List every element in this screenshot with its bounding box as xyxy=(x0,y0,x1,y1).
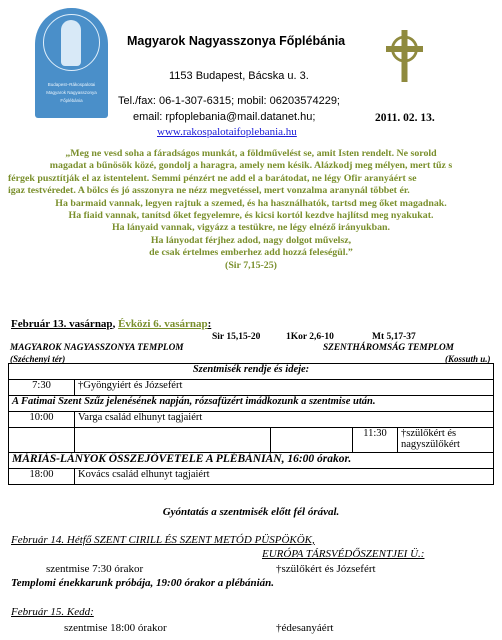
quote-line: Ha lányodat férjhez adod, nagy dolgot művelsz, xyxy=(150,234,352,246)
liturgical-day: Évközi 6. vasárnap xyxy=(118,318,208,330)
mass-time: 7:30 xyxy=(9,380,75,396)
empty-cell xyxy=(271,428,353,453)
mass-time: 10:00 xyxy=(9,412,75,428)
celtic-cross-icon xyxy=(382,30,427,82)
reading-2: 1Kor 2,6-10 xyxy=(286,332,334,342)
mass-intention: †szülőkért és nagyszülőkért xyxy=(398,428,494,453)
logo-text-line: Főplébánia xyxy=(60,98,83,103)
place-right: (Kossuth u.) xyxy=(445,354,491,364)
quote-line: férgek pusztítják el az istentelent. Semmi pénzért ne add el a barátodat, ne légy Ofir aranyáért se xyxy=(8,172,417,184)
table-row xyxy=(9,428,494,453)
feb15-intention: †édesanyáért xyxy=(276,622,334,634)
reading-1: Sir 15,15-20 xyxy=(212,332,261,342)
address: 1153 Budapest, Bácska u. 3. xyxy=(169,70,309,82)
quote-reference: (Sir 7,15-25) xyxy=(225,259,277,271)
parish-logo xyxy=(35,8,108,118)
mass-intention: †Gyöngyiért és Józsefért xyxy=(75,380,494,396)
parish-title: Magyarok Nagyasszonya Főplébánia xyxy=(127,34,346,48)
feb14-intention: †szülőkért és Józsefért xyxy=(276,563,376,575)
separator: , xyxy=(112,318,119,330)
mass-time: 11:30 xyxy=(353,428,398,453)
table-row xyxy=(9,453,494,469)
feb14-heading-2: EURÓPA TÁRSVÉDŐSZENTJEI Ü.: xyxy=(262,548,425,560)
table-row xyxy=(9,396,494,412)
empty-cell xyxy=(75,428,271,453)
quote-line: Ha lányaid vannak, vigyázz a testükre, ne légy elnéző irányukban. xyxy=(112,222,390,234)
feb15-heading: Február 15. Kedd: xyxy=(11,606,94,618)
logo-text-line: Magyarok Nagyasszonya xyxy=(46,90,97,95)
quote-line: „Meg ne vesd soha a fáradságos munkát, a földművelést se, amit Isten rendelt. Ne sorold xyxy=(65,148,437,159)
madonna-figure-icon xyxy=(61,20,81,66)
table-row xyxy=(9,469,494,485)
fatima-note: A Fatimai Szent Szűz jelenésének napján, rózsafüzért imádkozunk a szentmise után. xyxy=(9,396,494,412)
feb14-mass: szentmise 7:30 órakor xyxy=(46,563,144,575)
colon: : xyxy=(207,318,212,330)
place-left: (Széchenyi tér) xyxy=(10,354,66,364)
email: email: rpfoplebania@mail.datanet.hu; xyxy=(133,111,316,123)
mass-intention: Kovács család elhunyt tagjaiért xyxy=(75,469,494,485)
website-link[interactable]: www.rakospalotaifoplebania.hu xyxy=(157,126,297,138)
feb15-mass: szentmise 18:00 órakor xyxy=(64,622,167,634)
quote-line: Ha barmaid vannak, legyen rajtuk a szemed, és ha használhatók, tartsd meg őket magadnak. xyxy=(55,197,447,209)
table-row xyxy=(9,364,494,380)
reading-3: Mt 5,17-37 xyxy=(372,332,416,342)
table-row xyxy=(9,412,494,428)
quote-line: igaz testvéredet. A bölcs és jó asszonyra ne nézz megvetéssel, mert vonzalma aranynál többet ér. xyxy=(8,185,410,197)
marias-note: MÁRIÁS-LÁNYOK ÖSSZEJÖVETELE A PLÉBÁNIÁN, 16:00 órakor. xyxy=(9,453,494,469)
quote-line: Ha fiaid vannak, tanítsd őket fegyelemre, és kicsi kortól kezdve hajlítsd meg nyakukat. xyxy=(68,210,434,222)
quote-line: de csak értelmes emberhez add hozzá feleségül.” xyxy=(149,247,353,259)
confession-note: Gyóntatás a szentmisék előtt fél órával. xyxy=(162,506,340,518)
church-right: SZENTHÁROMSÁG TEMPLOM xyxy=(323,343,454,353)
empty-cell xyxy=(9,428,75,453)
mass-schedule-table xyxy=(8,363,494,485)
schedule-header: Szentmisék rendje és ideje: xyxy=(9,364,494,380)
church-left: MAGYAROK NAGYASSZONYA TEMPLOM xyxy=(10,343,184,353)
quote-line: magadat a bűnösök közé, gondolj a haragra, amely nem késik. Alázkodj meg mélyen, mert tűz s xyxy=(49,160,453,172)
bulletin-date: 2011. 02. 13. xyxy=(375,112,435,124)
table-row xyxy=(9,380,494,396)
scripture-quote xyxy=(8,148,494,272)
mass-time: 18:00 xyxy=(9,469,75,485)
sunday-heading xyxy=(11,318,211,330)
feb14-heading: Február 14. Hétfő SZENT CIRILL ÉS SZENT METÓD PÜSPÖKÖK, xyxy=(11,534,315,546)
sunday-date: Február 13. vasárnap xyxy=(11,318,113,330)
choir-rehearsal-note: Templomi énekkarunk próbája, 19:00 órakor a plébánián. xyxy=(11,577,275,589)
phone: Tel./fax: 06-1-307-6315; mobil: 06203574229; xyxy=(118,95,340,107)
mass-intention: Varga család elhunyt tagjaiért xyxy=(75,412,494,428)
logo-text-line: Budapest–Rákospalotai xyxy=(47,82,96,87)
